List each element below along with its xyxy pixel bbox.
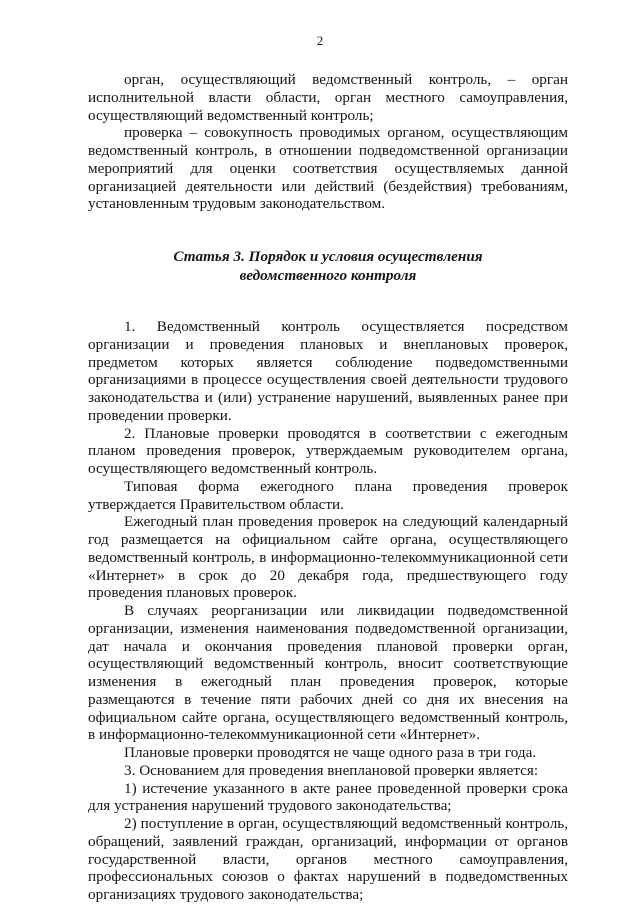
list-item-paragraph: 2) поступление в орган, осуществляющий ведомственный контроль, обращений, заявлений граждан, организаций, информации от органов государственной власти, органов местного самоуправления, профессиональных союзов о фактах нарушений в подведомственных организациях трудового законодательства; bbox=[88, 815, 568, 903]
body-paragraph: 1. Ведомственный контроль осуществляется посредством организации и проведения плановых и внеплановых проверок, предметом которых является соблюдение подведомственными организациями в процессе осуществления своей деятельности трудового законодательства и (или) устранение нарушений, выявленных ранее при проведении проверки. bbox=[88, 318, 568, 424]
list-item-paragraph: 1) истечение указанного в акте ранее проведенной проверки срока для устранения нарушений трудового законодательства; bbox=[88, 779, 568, 815]
body-paragraph: Плановые проверки проводятся не чаще одного раза в три года. bbox=[124, 744, 537, 761]
body-paragraph: Типовая форма ежегодного плана проведения проверок утверждается Правительством области. bbox=[88, 477, 568, 513]
body-paragraph: Ежегодный план проведения проверок на следующий календарный год размещается на официальном сайте органа, осуществляющего ведомственный контроль, в информационно-телекоммуникационной сети «Интернет» в срок до 20 декабря года, предшествующего году проведения плановых проверок. bbox=[88, 513, 568, 602]
article-heading-line: Статья 3. Порядок и условия осуществления bbox=[173, 248, 483, 265]
definition-paragraph: орган, осуществляющий ведомственный контроль, – орган исполнительной власти области, орган местного самоуправления, осуществляющий ведомственный контроль; bbox=[88, 71, 568, 124]
body-paragraph: 2. Плановые проверки проводятся в соответствии с ежегодным планом проведения проверок, утверждаемым руководителем органа, осуществляющего ведомственный контроль. bbox=[88, 424, 568, 477]
document-body bbox=[88, 71, 568, 904]
article-heading bbox=[88, 247, 568, 285]
page-number: 2 bbox=[316, 33, 324, 48]
body-paragraph: В случаях реорганизации или ликвидации подведомственной организации, изменения наименования подведомственной организации, дат начала и окончания проведения плановой проверки орган, осуществляющий ведомственный контроль, вносит соответствующие изменения в ежегодный план проведения проверок, которые размещаются в течение пяти рабочих дней со дня их внесения на официальном сайте органа, осуществляющего ведомственный контроль, в информационно-телекоммуникационной сети «Интернет». bbox=[88, 602, 568, 744]
definition-paragraph: проверка – совокупность проводимых органом, осуществляющим ведомственный контроль, в отношении подведомственной организации мероприятий для оценки соответствия осуществляемых данной организацией деятельности или действий (бездействия) требованиям, установленным трудовым законодательством. bbox=[88, 124, 568, 213]
body-paragraph: 3. Основанием для проведения внеплановой проверки является: bbox=[124, 761, 539, 779]
article-heading-line: ведомственного контроля bbox=[239, 267, 417, 284]
